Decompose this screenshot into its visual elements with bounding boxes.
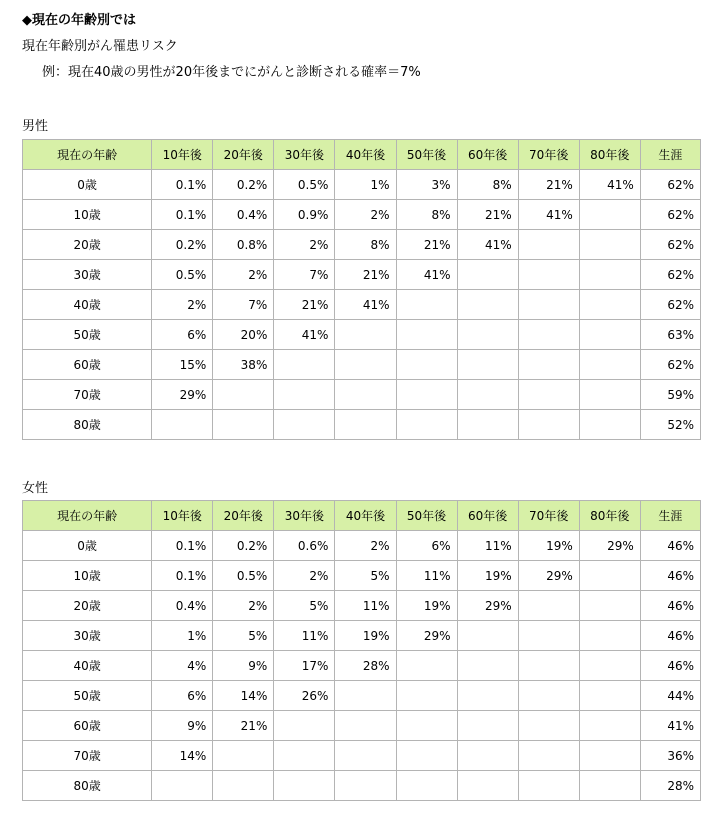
risk-cell: 11% <box>457 531 518 561</box>
risk-cell <box>518 621 579 651</box>
risk-cell <box>335 681 396 711</box>
column-header: 生涯 <box>640 140 700 170</box>
risk-cell: 0.1% <box>152 170 213 200</box>
column-header: 10年後 <box>152 501 213 531</box>
risk-cell: 41% <box>396 260 457 290</box>
risk-cell: 19% <box>335 621 396 651</box>
risk-cell: 14% <box>152 741 213 771</box>
female-risk-table <box>22 500 701 801</box>
risk-cell <box>518 320 579 350</box>
risk-cell <box>579 380 640 410</box>
risk-cell <box>396 711 457 741</box>
lifetime-cell: 52% <box>640 410 700 440</box>
lifetime-cell: 28% <box>640 771 700 801</box>
risk-cell: 0.2% <box>152 230 213 260</box>
risk-cell: 5% <box>274 591 335 621</box>
age-cell: 10歳 <box>23 200 152 230</box>
risk-cell: 8% <box>335 230 396 260</box>
risk-cell: 8% <box>457 170 518 200</box>
risk-cell: 0.8% <box>213 230 274 260</box>
risk-cell <box>274 350 335 380</box>
male-risk-table <box>22 139 701 440</box>
risk-cell: 29% <box>457 591 518 621</box>
risk-cell <box>396 410 457 440</box>
age-cell: 40歳 <box>23 290 152 320</box>
age-cell: 10歳 <box>23 561 152 591</box>
risk-cell <box>579 621 640 651</box>
risk-cell: 5% <box>335 561 396 591</box>
risk-cell: 19% <box>518 531 579 561</box>
page-heading: ◆現在の年齢別では <box>22 13 136 28</box>
risk-cell <box>457 290 518 320</box>
risk-cell <box>213 410 274 440</box>
risk-cell <box>579 711 640 741</box>
risk-cell <box>457 320 518 350</box>
risk-cell <box>457 260 518 290</box>
column-header: 生涯 <box>640 501 700 531</box>
risk-cell <box>579 260 640 290</box>
lifetime-cell: 62% <box>640 230 700 260</box>
risk-cell <box>274 380 335 410</box>
risk-cell <box>152 410 213 440</box>
risk-cell: 2% <box>213 260 274 290</box>
risk-cell <box>335 350 396 380</box>
risk-cell: 26% <box>274 681 335 711</box>
column-header: 20年後 <box>213 140 274 170</box>
risk-cell <box>396 350 457 380</box>
risk-cell: 21% <box>274 290 335 320</box>
risk-cell <box>396 651 457 681</box>
risk-cell: 2% <box>274 561 335 591</box>
risk-cell: 21% <box>396 230 457 260</box>
risk-cell: 0.2% <box>213 531 274 561</box>
risk-cell: 21% <box>457 200 518 230</box>
column-header: 40年後 <box>335 140 396 170</box>
lifetime-cell: 62% <box>640 290 700 320</box>
risk-cell <box>152 771 213 801</box>
column-header: 70年後 <box>518 140 579 170</box>
age-cell: 60歳 <box>23 711 152 741</box>
column-header: 10年後 <box>152 140 213 170</box>
risk-cell: 6% <box>396 531 457 561</box>
table-row <box>23 681 701 711</box>
risk-cell: 0.1% <box>152 200 213 230</box>
age-cell: 40歳 <box>23 651 152 681</box>
risk-cell <box>518 711 579 741</box>
risk-cell <box>335 771 396 801</box>
risk-cell: 1% <box>152 621 213 651</box>
risk-cell <box>457 380 518 410</box>
risk-cell <box>457 711 518 741</box>
table-row <box>23 741 701 771</box>
risk-cell <box>579 200 640 230</box>
risk-cell: 38% <box>213 350 274 380</box>
risk-cell: 41% <box>518 200 579 230</box>
age-cell: 60歳 <box>23 350 152 380</box>
column-header: 50年後 <box>396 140 457 170</box>
risk-cell <box>579 591 640 621</box>
risk-cell: 20% <box>213 320 274 350</box>
risk-cell: 3% <box>396 170 457 200</box>
column-header: 20年後 <box>213 501 274 531</box>
table-row <box>23 410 701 440</box>
column-header: 80年後 <box>579 140 640 170</box>
lifetime-cell: 46% <box>640 561 700 591</box>
table-row <box>23 561 701 591</box>
age-cell: 20歳 <box>23 591 152 621</box>
table-header-row <box>23 501 701 531</box>
risk-cell: 14% <box>213 681 274 711</box>
risk-cell <box>579 320 640 350</box>
table-row <box>23 651 701 681</box>
risk-cell: 0.1% <box>152 531 213 561</box>
risk-cell <box>396 681 457 711</box>
risk-cell <box>274 410 335 440</box>
table-row <box>23 320 701 350</box>
table-row <box>23 531 701 561</box>
risk-cell: 6% <box>152 320 213 350</box>
risk-cell: 41% <box>579 170 640 200</box>
risk-cell: 41% <box>335 290 396 320</box>
table-row <box>23 711 701 741</box>
risk-cell <box>335 320 396 350</box>
risk-cell: 21% <box>213 711 274 741</box>
risk-cell: 2% <box>335 531 396 561</box>
table-row <box>23 290 701 320</box>
risk-cell <box>274 741 335 771</box>
risk-cell: 0.1% <box>152 561 213 591</box>
risk-cell <box>213 741 274 771</box>
risk-cell <box>579 681 640 711</box>
column-header: 60年後 <box>457 140 518 170</box>
risk-cell: 11% <box>335 591 396 621</box>
age-cell: 30歳 <box>23 260 152 290</box>
risk-cell: 11% <box>274 621 335 651</box>
risk-cell: 0.5% <box>152 260 213 290</box>
table-row <box>23 230 701 260</box>
risk-cell: 7% <box>213 290 274 320</box>
risk-cell <box>396 380 457 410</box>
age-cell: 0歳 <box>23 170 152 200</box>
risk-cell <box>579 561 640 591</box>
risk-cell: 19% <box>457 561 518 591</box>
female-section-label: 女性 <box>22 481 49 496</box>
age-cell: 0歳 <box>23 531 152 561</box>
table-row <box>23 771 701 801</box>
column-header: 50年後 <box>396 501 457 531</box>
table-row <box>23 380 701 410</box>
risk-cell <box>518 741 579 771</box>
risk-cell: 11% <box>396 561 457 591</box>
risk-cell <box>518 350 579 380</box>
table-row <box>23 350 701 380</box>
risk-cell: 2% <box>152 290 213 320</box>
lifetime-cell: 36% <box>640 741 700 771</box>
risk-cell <box>579 771 640 801</box>
example-note: 例：現在40歳の男性が20年後までにがんと診断される確率＝7% <box>42 65 421 80</box>
column-header: 60年後 <box>457 501 518 531</box>
risk-cell <box>457 741 518 771</box>
lifetime-cell: 59% <box>640 380 700 410</box>
risk-cell: 9% <box>152 711 213 741</box>
risk-cell: 0.2% <box>213 170 274 200</box>
lifetime-cell: 44% <box>640 681 700 711</box>
risk-cell: 15% <box>152 350 213 380</box>
age-cell: 70歳 <box>23 741 152 771</box>
risk-cell <box>457 681 518 711</box>
lifetime-cell: 62% <box>640 200 700 230</box>
lifetime-cell: 63% <box>640 320 700 350</box>
risk-cell: 29% <box>518 561 579 591</box>
lifetime-cell: 62% <box>640 260 700 290</box>
lifetime-cell: 41% <box>640 711 700 741</box>
age-cell: 50歳 <box>23 320 152 350</box>
risk-cell <box>518 591 579 621</box>
risk-cell: 0.5% <box>274 170 335 200</box>
risk-cell <box>579 410 640 440</box>
table-row <box>23 621 701 651</box>
column-header-age: 現在の年齢 <box>23 501 152 531</box>
risk-cell: 28% <box>335 651 396 681</box>
age-cell: 20歳 <box>23 230 152 260</box>
risk-cell <box>213 771 274 801</box>
risk-cell: 41% <box>274 320 335 350</box>
page-subtitle: 現在年齢別がん罹患リスク <box>22 39 178 54</box>
risk-cell: 0.4% <box>152 591 213 621</box>
risk-cell <box>579 290 640 320</box>
risk-cell <box>457 350 518 380</box>
risk-cell: 0.6% <box>274 531 335 561</box>
age-cell: 50歳 <box>23 681 152 711</box>
lifetime-cell: 46% <box>640 531 700 561</box>
risk-cell: 0.9% <box>274 200 335 230</box>
risk-cell <box>457 651 518 681</box>
risk-cell: 41% <box>457 230 518 260</box>
risk-cell <box>518 651 579 681</box>
table-row <box>23 591 701 621</box>
risk-cell <box>335 711 396 741</box>
risk-cell <box>518 230 579 260</box>
risk-cell: 8% <box>396 200 457 230</box>
risk-cell <box>518 681 579 711</box>
risk-cell <box>518 380 579 410</box>
risk-cell: 2% <box>213 591 274 621</box>
risk-cell <box>335 741 396 771</box>
risk-cell: 29% <box>152 380 213 410</box>
table-header-row <box>23 140 701 170</box>
table-row <box>23 200 701 230</box>
risk-cell: 2% <box>335 200 396 230</box>
risk-cell <box>274 771 335 801</box>
risk-cell <box>457 621 518 651</box>
risk-cell <box>396 741 457 771</box>
risk-cell: 4% <box>152 651 213 681</box>
age-cell: 30歳 <box>23 621 152 651</box>
risk-cell <box>335 410 396 440</box>
risk-cell <box>213 380 274 410</box>
risk-cell: 29% <box>396 621 457 651</box>
lifetime-cell: 46% <box>640 591 700 621</box>
age-cell: 80歳 <box>23 771 152 801</box>
risk-cell <box>579 230 640 260</box>
risk-cell <box>457 771 518 801</box>
risk-cell: 5% <box>213 621 274 651</box>
risk-cell: 2% <box>274 230 335 260</box>
risk-cell: 19% <box>396 591 457 621</box>
risk-cell <box>518 771 579 801</box>
lifetime-cell: 62% <box>640 170 700 200</box>
age-cell: 70歳 <box>23 380 152 410</box>
lifetime-cell: 62% <box>640 350 700 380</box>
risk-cell <box>396 290 457 320</box>
table-row <box>23 260 701 290</box>
risk-cell: 9% <box>213 651 274 681</box>
risk-cell <box>579 350 640 380</box>
column-header-age: 現在の年齢 <box>23 140 152 170</box>
column-header: 70年後 <box>518 501 579 531</box>
lifetime-cell: 46% <box>640 621 700 651</box>
risk-cell <box>518 290 579 320</box>
risk-cell <box>396 320 457 350</box>
risk-cell: 0.4% <box>213 200 274 230</box>
column-header: 30年後 <box>274 140 335 170</box>
column-header: 40年後 <box>335 501 396 531</box>
risk-cell <box>579 651 640 681</box>
lifetime-cell: 46% <box>640 651 700 681</box>
table-row <box>23 170 701 200</box>
column-header: 30年後 <box>274 501 335 531</box>
risk-cell <box>335 380 396 410</box>
risk-cell: 1% <box>335 170 396 200</box>
male-section-label: 男性 <box>22 119 49 134</box>
risk-cell <box>579 741 640 771</box>
risk-cell: 21% <box>335 260 396 290</box>
risk-cell: 0.5% <box>213 561 274 591</box>
risk-cell: 21% <box>518 170 579 200</box>
risk-cell <box>396 771 457 801</box>
risk-cell: 17% <box>274 651 335 681</box>
age-cell: 80歳 <box>23 410 152 440</box>
risk-cell: 29% <box>579 531 640 561</box>
risk-cell: 6% <box>152 681 213 711</box>
risk-cell <box>518 410 579 440</box>
risk-cell <box>518 260 579 290</box>
risk-cell <box>274 711 335 741</box>
risk-cell: 7% <box>274 260 335 290</box>
risk-cell <box>457 410 518 440</box>
column-header: 80年後 <box>579 501 640 531</box>
